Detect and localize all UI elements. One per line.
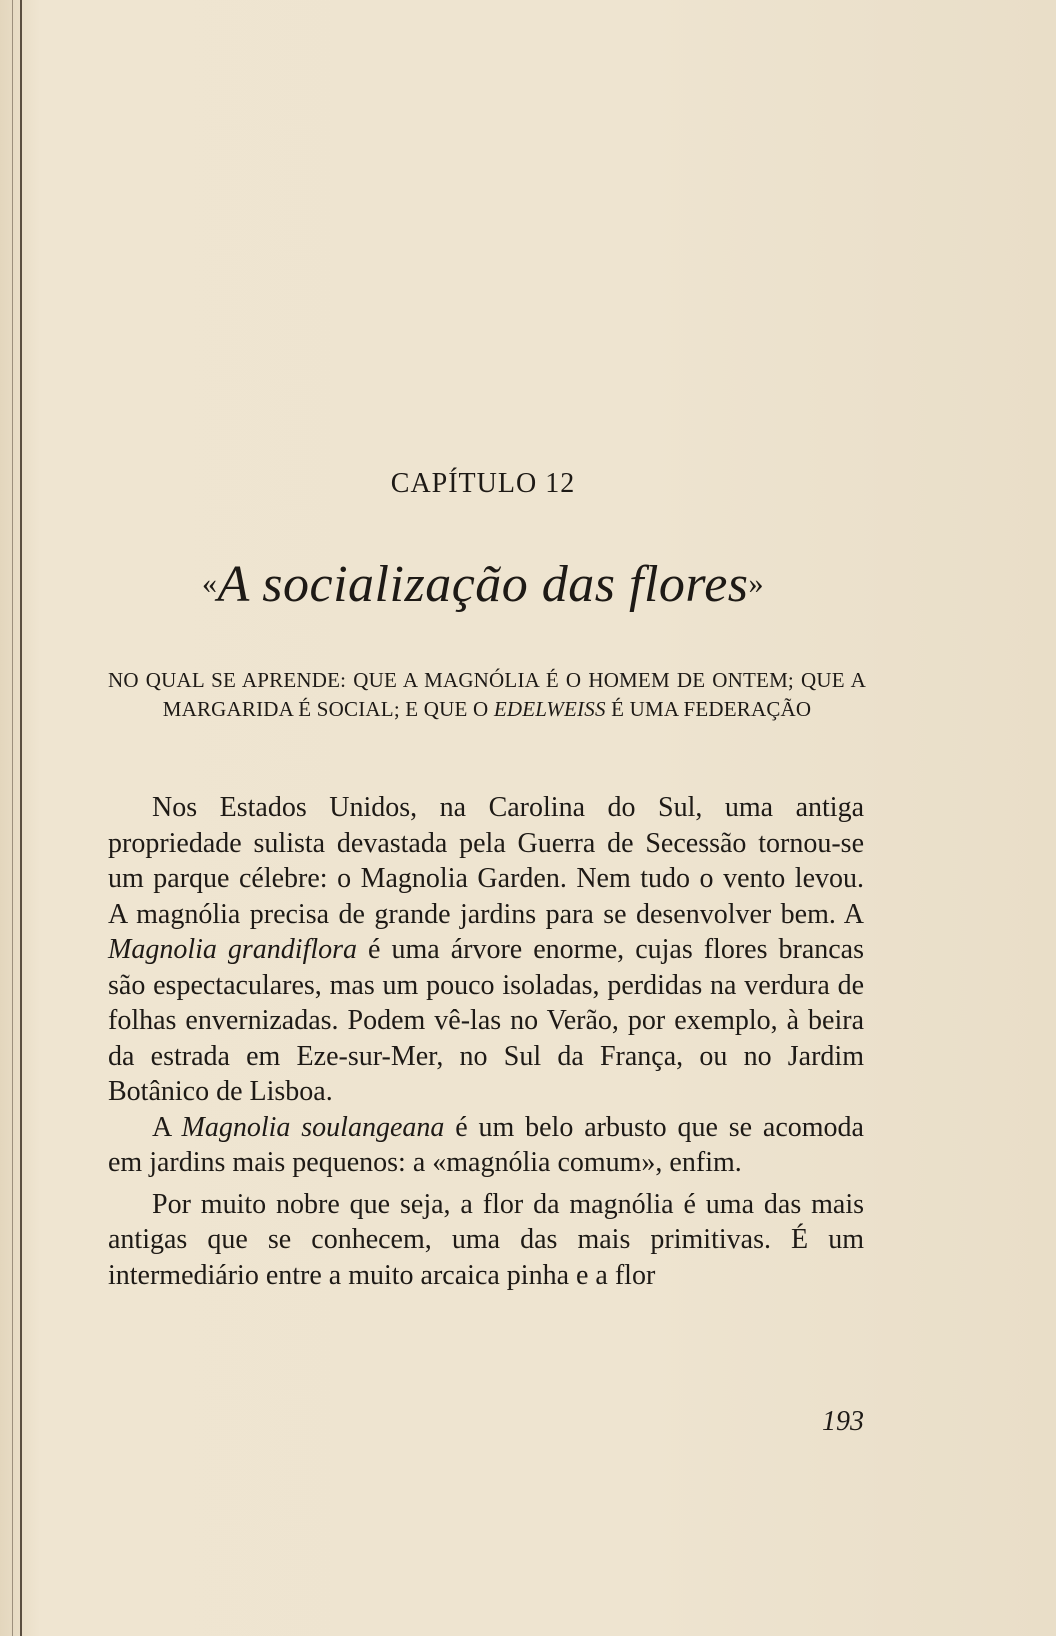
title-close-quote: »: [748, 567, 765, 600]
chapter-title-text: A socialização das flores: [217, 556, 749, 613]
paragraph-1: [108, 790, 864, 1110]
p1-text-1: Nos Estados Unidos, na Carolina do Sul, uma antiga propriedade sulista devastada pela Guerra de Secessão tornou-se um parque célebre: o Magnolia Garden. Nem tudo o vento levou. A magnólia precisa de grande jardins para se desenvolver bem. A: [108, 792, 864, 930]
p2-text-1: A: [152, 1111, 182, 1143]
p2-italic-1: Magnolia soulangeana: [181, 1111, 445, 1143]
summary-text-2: É UMA FEDERAÇÃO: [605, 697, 812, 721]
paragraph-2: [108, 1110, 864, 1181]
p3-text: Por muito nobre que seja, a flor da magnólia é uma das mais antigas que se conhecem, uma das mais primitivas. É um intermediário entre a muito arcaica pinha e a flor: [108, 1188, 864, 1291]
body-text: [108, 790, 864, 1293]
binding-shadow: [12, 0, 13, 1636]
title-open-quote: «: [201, 567, 218, 600]
chapter-label: CAPÍTULO 12: [390, 468, 576, 499]
summary-text-1: NO QUAL SE APRENDE: QUE A MAGNÓLIA É O HOMEM DE ONTEM; QUE A MARGARIDA É SOCIAL; E QUE O: [108, 668, 866, 721]
p1-italic-1: Magnolia grandiflora: [108, 934, 358, 965]
chapter-summary: [108, 666, 866, 724]
p2-text-2: é um belo arbusto que se acomoda em jardins mais pequenos: a «magnólia comum», enfim.: [108, 1111, 864, 1178]
binding-edge: [20, 0, 22, 1636]
page-number: 193: [822, 1406, 864, 1437]
p1-text-2: é uma árvore enorme, cujas flores brancas são espectaculares, mas um pouco isoladas, perdidas na verdura de folhas envernizadas. Podem vê-las no Verão, por exemplo, à beira da estrada em Eze-sur-Mer, no Sul da França, ou no Jardim Botânico de Lisboa.: [108, 934, 864, 1107]
summary-italic: EDELWEISS: [493, 697, 606, 721]
chapter-title: [0, 555, 966, 614]
paragraph-3: [108, 1187, 864, 1294]
